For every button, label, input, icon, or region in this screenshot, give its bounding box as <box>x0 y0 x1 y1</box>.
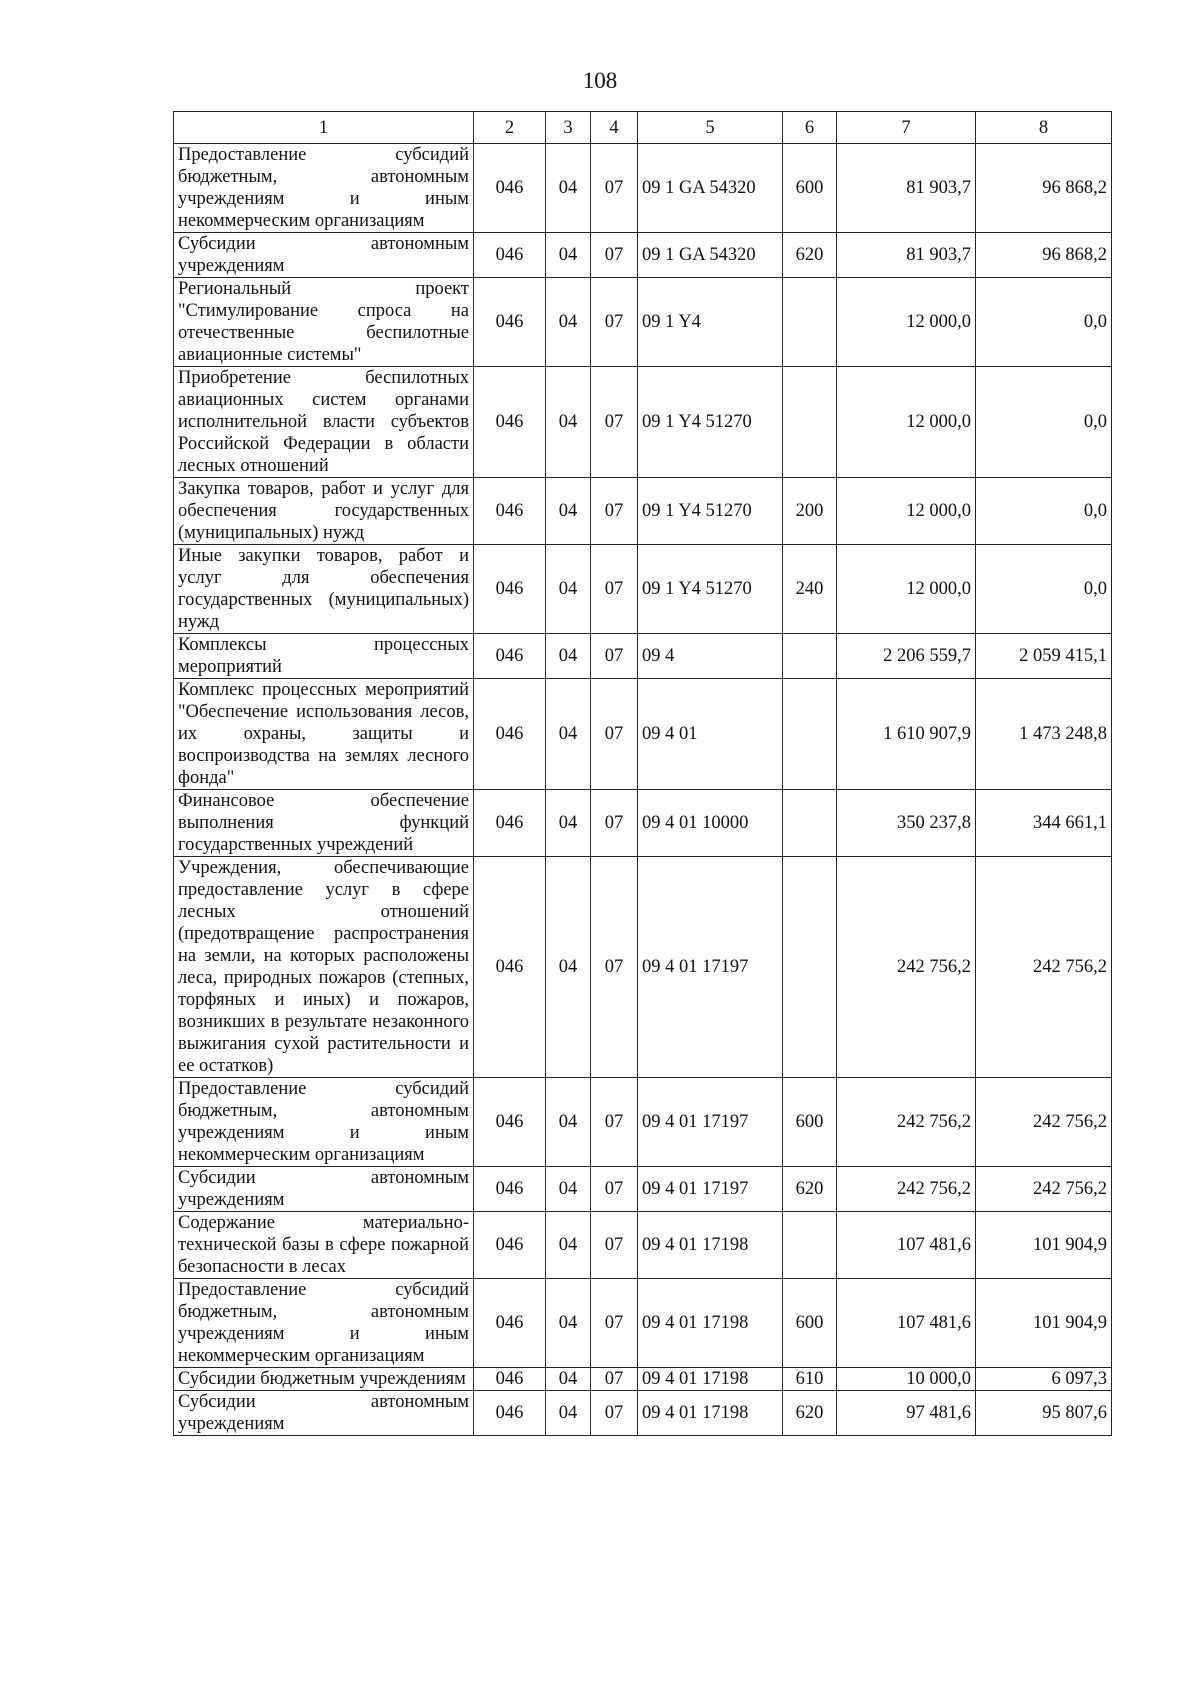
cell-expense-type: 240 <box>783 545 837 634</box>
table-row <box>174 1212 1112 1279</box>
cell-subsection: 07 <box>591 1279 638 1368</box>
cell-subsection: 07 <box>591 857 638 1078</box>
cell-amount-2: 95 807,6 <box>976 1391 1112 1436</box>
row-description: Региональный проект "Стимулирование спроса на отечественные беспилотные авиационные системы" <box>174 278 474 367</box>
table-row <box>174 545 1112 634</box>
table-row <box>174 1391 1112 1436</box>
cell-expense-type <box>783 634 837 679</box>
cell-amount-2: 344 661,1 <box>976 790 1112 857</box>
cell-amount-1: 10 000,0 <box>837 1368 976 1391</box>
cell-subsection: 07 <box>591 144 638 233</box>
cell-section: 04 <box>546 545 591 634</box>
cell-amount-1: 1 610 907,9 <box>837 679 976 790</box>
cell-grbs: 046 <box>474 1212 546 1279</box>
row-description: Финансовое обеспечение выполнения функций государственных учреждений <box>174 790 474 857</box>
cell-section: 04 <box>546 233 591 278</box>
cell-grbs: 046 <box>474 679 546 790</box>
row-description: Субсидии автономным учреждениям <box>174 233 474 278</box>
table-row <box>174 790 1112 857</box>
row-description: Субсидии автономным учреждениям <box>174 1391 474 1436</box>
row-description: Закупка товаров, работ и услуг для обеспечения государственных (муниципальных) нужд <box>174 478 474 545</box>
cell-section: 04 <box>546 1078 591 1167</box>
cell-section: 04 <box>546 857 591 1078</box>
column-header: 5 <box>638 112 783 144</box>
cell-amount-1: 2 206 559,7 <box>837 634 976 679</box>
cell-section: 04 <box>546 478 591 545</box>
cell-section: 04 <box>546 1212 591 1279</box>
table-row <box>174 367 1112 478</box>
cell-expense-type <box>783 790 837 857</box>
cell-target-article: 09 4 01 17198 <box>638 1391 783 1436</box>
column-header: 4 <box>591 112 638 144</box>
cell-amount-1: 97 481,6 <box>837 1391 976 1436</box>
cell-grbs: 046 <box>474 278 546 367</box>
cell-amount-2: 242 756,2 <box>976 857 1112 1078</box>
cell-subsection: 07 <box>591 1167 638 1212</box>
cell-amount-2: 6 097,3 <box>976 1368 1112 1391</box>
column-header: 1 <box>174 112 474 144</box>
row-description: Приобретение беспилотных авиационных систем органами исполнительной власти субъектов Российской Федерации в области лесных отношений <box>174 367 474 478</box>
cell-subsection: 07 <box>591 634 638 679</box>
cell-subsection: 07 <box>591 545 638 634</box>
table-row <box>174 478 1112 545</box>
cell-subsection: 07 <box>591 278 638 367</box>
cell-grbs: 046 <box>474 1279 546 1368</box>
cell-target-article: 09 4 <box>638 634 783 679</box>
cell-target-article: 09 4 01 17198 <box>638 1212 783 1279</box>
cell-subsection: 07 <box>591 1078 638 1167</box>
cell-expense-type <box>783 278 837 367</box>
cell-expense-type: 620 <box>783 1391 837 1436</box>
cell-target-article: 09 1 Y4 <box>638 278 783 367</box>
cell-target-article: 09 1 Y4 51270 <box>638 545 783 634</box>
cell-expense-type: 610 <box>783 1368 837 1391</box>
cell-grbs: 046 <box>474 1368 546 1391</box>
cell-amount-1: 242 756,2 <box>837 1078 976 1167</box>
column-header: 6 <box>783 112 837 144</box>
table-row <box>174 144 1112 233</box>
cell-amount-1: 350 237,8 <box>837 790 976 857</box>
cell-amount-2: 0,0 <box>976 545 1112 634</box>
table-row <box>174 1279 1112 1368</box>
row-description: Иные закупки товаров, работ и услуг для обеспечения государственных (муниципальных) нужд <box>174 545 474 634</box>
cell-target-article: 09 1 Y4 51270 <box>638 367 783 478</box>
cell-target-article: 09 4 01 17197 <box>638 857 783 1078</box>
cell-expense-type <box>783 857 837 1078</box>
column-header: 2 <box>474 112 546 144</box>
cell-amount-1: 12 000,0 <box>837 545 976 634</box>
cell-amount-2: 1 473 248,8 <box>976 679 1112 790</box>
cell-target-article: 09 4 01 10000 <box>638 790 783 857</box>
cell-amount-1: 242 756,2 <box>837 1167 976 1212</box>
cell-expense-type: 600 <box>783 1078 837 1167</box>
cell-grbs: 046 <box>474 1078 546 1167</box>
cell-expense-type <box>783 367 837 478</box>
cell-amount-2: 0,0 <box>976 478 1112 545</box>
cell-section: 04 <box>546 144 591 233</box>
cell-amount-1: 242 756,2 <box>837 857 976 1078</box>
row-description: Предоставление субсидий бюджетным, автономным учреждениям и иным некоммерческим организациям <box>174 1279 474 1368</box>
cell-amount-1: 107 481,6 <box>837 1212 976 1279</box>
row-description: Комплекс процессных мероприятий "Обеспечение использования лесов, их охраны, защиты и воспроизводства на землях лесного фонда" <box>174 679 474 790</box>
table-row <box>174 857 1112 1078</box>
cell-subsection: 07 <box>591 790 638 857</box>
cell-expense-type: 600 <box>783 144 837 233</box>
cell-subsection: 07 <box>591 367 638 478</box>
cell-target-article: 09 4 01 17197 <box>638 1167 783 1212</box>
table-header-row <box>174 112 1112 144</box>
cell-section: 04 <box>546 1167 591 1212</box>
cell-target-article: 09 4 01 17197 <box>638 1078 783 1167</box>
cell-amount-1: 12 000,0 <box>837 478 976 545</box>
cell-section: 04 <box>546 367 591 478</box>
cell-section: 04 <box>546 790 591 857</box>
table-row <box>174 679 1112 790</box>
column-header: 3 <box>546 112 591 144</box>
cell-expense-type <box>783 1212 837 1279</box>
row-description: Предоставление субсидий бюджетным, автономным учреждениям и иным некоммерческим организациям <box>174 1078 474 1167</box>
cell-target-article: 09 1 Y4 51270 <box>638 478 783 545</box>
page-number: 108 <box>582 68 618 93</box>
cell-amount-1: 81 903,7 <box>837 144 976 233</box>
cell-grbs: 046 <box>474 367 546 478</box>
cell-amount-1: 12 000,0 <box>837 278 976 367</box>
budget-table <box>173 111 1112 1436</box>
cell-amount-2: 96 868,2 <box>976 233 1112 278</box>
cell-section: 04 <box>546 1279 591 1368</box>
cell-amount-2: 96 868,2 <box>976 144 1112 233</box>
cell-grbs: 046 <box>474 545 546 634</box>
table-row <box>174 1078 1112 1167</box>
cell-amount-1: 12 000,0 <box>837 367 976 478</box>
cell-amount-2: 242 756,2 <box>976 1167 1112 1212</box>
cell-subsection: 07 <box>591 679 638 790</box>
row-description: Учреждения, обеспечивающие предоставление услуг в сфере лесных отношений (предотвращение распространения на земли, на которых расположены леса, природных пожаров (степных, торфяных и иных) и пожаров, возникших в результате незаконного выжигания сухой растительности и ее остатков) <box>174 857 474 1078</box>
cell-target-article: 09 4 01 17198 <box>638 1368 783 1391</box>
cell-section: 04 <box>546 1368 591 1391</box>
row-description: Предоставление субсидий бюджетным, автономным учреждениям и иным некоммерческим организациям <box>174 144 474 233</box>
cell-section: 04 <box>546 679 591 790</box>
cell-grbs: 046 <box>474 790 546 857</box>
cell-subsection: 07 <box>591 478 638 545</box>
cell-grbs: 046 <box>474 634 546 679</box>
cell-amount-2: 242 756,2 <box>976 1078 1112 1167</box>
cell-amount-1: 107 481,6 <box>837 1279 976 1368</box>
table-row <box>174 1167 1112 1212</box>
table-row <box>174 233 1112 278</box>
cell-section: 04 <box>546 634 591 679</box>
table-row <box>174 634 1112 679</box>
row-description: Субсидии бюджетным учреждениям <box>174 1368 474 1391</box>
table-row <box>174 278 1112 367</box>
cell-expense-type: 200 <box>783 478 837 545</box>
row-description: Субсидии автономным учреждениям <box>174 1167 474 1212</box>
cell-expense-type: 620 <box>783 1167 837 1212</box>
cell-subsection: 07 <box>591 233 638 278</box>
table-body <box>174 144 1112 1436</box>
cell-expense-type <box>783 679 837 790</box>
cell-section: 04 <box>546 278 591 367</box>
cell-subsection: 07 <box>591 1391 638 1436</box>
cell-amount-2: 0,0 <box>976 278 1112 367</box>
cell-grbs: 046 <box>474 1167 546 1212</box>
column-header: 7 <box>837 112 976 144</box>
cell-grbs: 046 <box>474 478 546 545</box>
cell-amount-2: 101 904,9 <box>976 1279 1112 1368</box>
row-description: Комплексы процессных мероприятий <box>174 634 474 679</box>
column-header: 8 <box>976 112 1112 144</box>
table-row <box>174 1368 1112 1391</box>
cell-expense-type: 620 <box>783 233 837 278</box>
cell-expense-type: 600 <box>783 1279 837 1368</box>
cell-grbs: 046 <box>474 233 546 278</box>
cell-amount-2: 0,0 <box>976 367 1112 478</box>
cell-amount-2: 2 059 415,1 <box>976 634 1112 679</box>
cell-target-article: 09 1 GA 54320 <box>638 233 783 278</box>
cell-target-article: 09 4 01 <box>638 679 783 790</box>
cell-subsection: 07 <box>591 1368 638 1391</box>
cell-amount-2: 101 904,9 <box>976 1212 1112 1279</box>
cell-target-article: 09 1 GA 54320 <box>638 144 783 233</box>
cell-grbs: 046 <box>474 144 546 233</box>
cell-subsection: 07 <box>591 1212 638 1279</box>
cell-grbs: 046 <box>474 857 546 1078</box>
cell-amount-1: 81 903,7 <box>837 233 976 278</box>
cell-section: 04 <box>546 1391 591 1436</box>
cell-target-article: 09 4 01 17198 <box>638 1279 783 1368</box>
cell-grbs: 046 <box>474 1391 546 1436</box>
row-description: Содержание материально-технической базы в сфере пожарной безопасности в лесах <box>174 1212 474 1279</box>
